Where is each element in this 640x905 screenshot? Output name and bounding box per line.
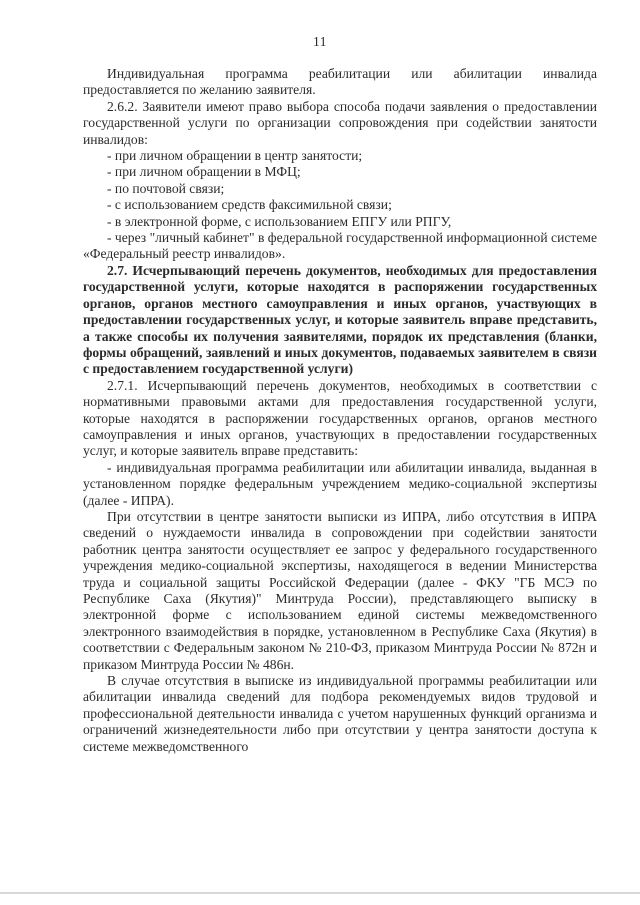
paragraph-2-7-1: 2.7.1. Исчерпывающий перечень документов, необходимых в соответствии с нормативными правовыми актами для предоставления государственной услуги, которые находятся в распоряжении государственных органов, органов местного самоуправления и иных органов, участвующих в предоставлении государственных услуг, и которые заявитель вправе представить: [83,377,597,459]
list-item: - по почтовой связи; [107,180,225,196]
submission-methods-list [83,148,597,263]
page-bottom-edge [0,892,640,894]
paragraph-absence-of-extract: При отсутствии в центре занятости выписки из ИПРА, либо отсутствия в ИПРА сведений о нуждаемости инвалида в сопровождении при содействии занятости работник центра занятости осуществляет ее запрос у федерального государственного учреждения медико-социальной экспертизы, находящегося в ведении Министерства труда и социальной защиты Российской Федерации (далее - ФКУ "ГБ МСЭ по Республике Саха (Якутия)" Минтруда России), представляющего выписку в электронной форме с использованием единой системы межведомственного электронного взаимодействия в порядке, установленном в Республике Саха (Якутия) в соответствии с Федеральным законом № 210-ФЗ, приказом Минтруда России № 872н и приказом Минтруда России № 486н. [83,508,597,672]
document-body [83,66,597,755]
list-item: - при личном обращении в центр занятости; [107,148,363,164]
section-heading-2-7: 2.7. Исчерпывающий перечень документов, необходимых для предоставления государственной услуги, которые находятся в распоряжении государственных органов, органов местного самоуправления и иных органов, участвующих в предоставлении государственных услуг, и которые заявитель вправе представить, а также способы их получения заявителями, порядок их представления (бланки, формы обращений, заявлений и иных документов, подаваемых заявителем в связи с предоставлением государственной услуги) [83,262,597,377]
paragraph-ipra-optional: Индивидуальная программа реабилитации или абилитации инвалида предоставляется по желанию заявителя. [83,66,597,98]
list-item: - через "личный кабинет" в федеральной государственной информационной системе «Федеральный реестр инвалидов». [83,230,597,262]
list-item: - с использованием средств факсимильной связи; [107,197,392,213]
list-item: - при личном обращении в МФЦ; [107,164,301,180]
paragraph-ipra-item: - индивидуальная программа реабилитации или абилитации инвалида, выданная в установленном порядке федеральным учреждением медико-социальной экспертизы (далее - ИПРА). [83,459,597,508]
paragraph-case-of-absence: В случае отсутствия в выписке из индивидуальной программы реабилитации или абилитации инвалида сведений для подбора рекомендуемых видов трудовой и профессиональной деятельности инвалида с учетом нарушенных функций организма и ограничений жизнедеятельности либо при отсутствии у центра занятости доступа к системе межведомственного [83,673,597,754]
paragraph-2-6-2: 2.6.2. Заявители имеют право выбора способа подачи заявления о предоставлении государственной услуги по организации сопровождения при содействии занятости инвалидов: [83,98,597,147]
page-number: 11 [313,34,327,49]
list-item: - в электронной форме, с использованием ЕПГУ или РПГУ, [107,213,452,229]
